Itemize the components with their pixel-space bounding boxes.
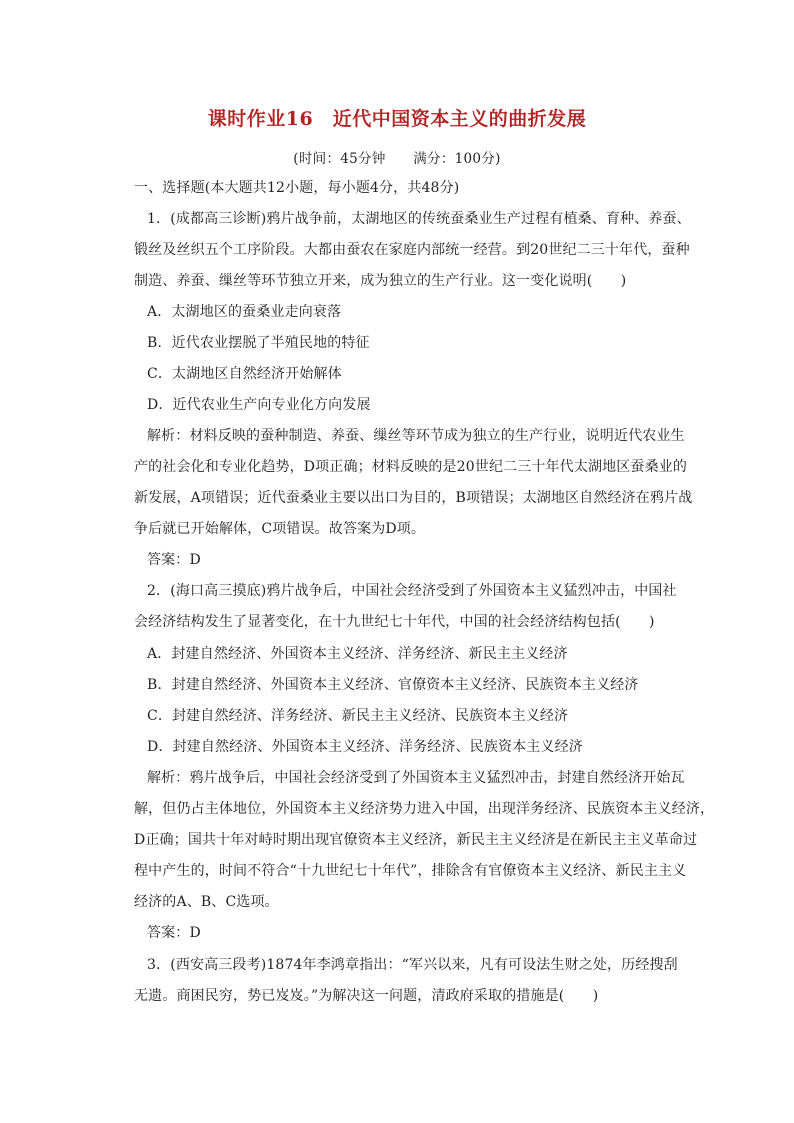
q2-stem-line-1: 2．(海口高三摸底)鸦片战争后，中国社会经济受到了外国资本主义猛烈冲击，中国社 (147, 583, 677, 599)
q2-analysis-line-2: 解，但仍占主体地位，外国资本主义经济势力进入中国，出现洋务经济、民族资本主义经济， (134, 801, 715, 817)
q2-answer: 答案：D (147, 925, 201, 941)
q2-stem-line-2: 会经济结构发生了显著变化，在十九世纪七十年代，中国的社会经济结构包括( ) (134, 614, 655, 630)
q1-stem-line-1: 1．(成都高三诊断)鸦片战争前，太湖地区的传统蚕桑业生产过程有植桑、育种、养蚕、 (147, 211, 691, 227)
page-title: 课时作业16 近代中国资本主义的曲折发展 (207, 108, 587, 130)
q2-option-c: C．封建自然经济、洋务经济、新民主主义经济、民族资本主义经济 (147, 708, 569, 724)
q2-analysis-line-1: 解析：鸦片战争后，中国社会经济受到了外国资本主义猛烈冲击，封建自然经济开始瓦 (147, 770, 685, 786)
q2-analysis-line-3: D正确；国共十年对峙时期出现官僚资本主义经济，新民主主义经济是在新民主主义革命过 (134, 832, 698, 848)
q3-stem-line-2: 无遗。商困民穷，势已岌岌。”为解决这一问题，清政府采取的措施是( ) (134, 988, 599, 1004)
q1-analysis-line-3: 新发展，A项错误；近代蚕桑业主要以出口为目的，B项错误；太湖地区自然经济在鸦片战 (134, 490, 693, 506)
page-subtitle: (时间：45分钟 满分：100分) (293, 151, 501, 167)
q1-stem-line-2: 锻丝及丝织五个工序阶段。大都由蚕农在家庭内部统一经营。到20世纪二三十年代，蚕种 (134, 242, 690, 258)
q1-option-a: A．太湖地区的蚕桑业走向衰落 (147, 304, 342, 320)
q2-option-a: A．封建自然经济、外国资本主义经济、洋务经济、新民主主义经济 (147, 646, 568, 662)
q1-analysis-line-2: 产的社会化和专业化趋势，D项正确；材料反映的是20世纪二三十年代太湖地区蚕桑业的 (134, 459, 688, 475)
q2-analysis-line-5: 经济的A、B、C选项。 (134, 894, 279, 910)
q1-stem-line-3: 制造、养蚕、缫丝等环节独立开来，成为独立的生产行业。这一变化说明( ) (134, 273, 627, 289)
q3-stem-line-1: 3．(西安高三段考)1874年李鸿章指出：“军兴以来，凡有可设法生财之处，历经搜刮 (147, 957, 678, 973)
q1-option-b: B．近代农业摆脱了半殖民地的特征 (147, 335, 370, 351)
q2-option-d: D．封建自然经济、外国资本主义经济、洋务经济、民族资本主义经济 (147, 739, 583, 755)
q1-option-d: D．近代农业生产向专业化方向发展 (147, 397, 371, 413)
q2-analysis-line-4: 程中产生的，时间不符合“十九世纪七十年代”，排除含有官僚资本主义经济、新民主主义 (134, 863, 687, 879)
q2-option-b: B．封建自然经济、外国资本主义经济、官僚资本主义经济、民族资本主义经济 (147, 677, 639, 693)
q1-analysis-line-4: 争后就已开始解体，C项错误。故答案为D项。 (134, 521, 426, 537)
q1-option-c: C．太湖地区自然经济开始解体 (147, 366, 342, 382)
section-heading: 一、选择题(本大题共12小题，每小题4分，共48分) (134, 180, 460, 196)
q1-answer: 答案：D (147, 552, 201, 568)
q1-analysis-line-1: 解析：材料反映的蚕种制造、养蚕、缫丝等环节成为独立的生产行业，说明近代农业生 (147, 428, 685, 444)
